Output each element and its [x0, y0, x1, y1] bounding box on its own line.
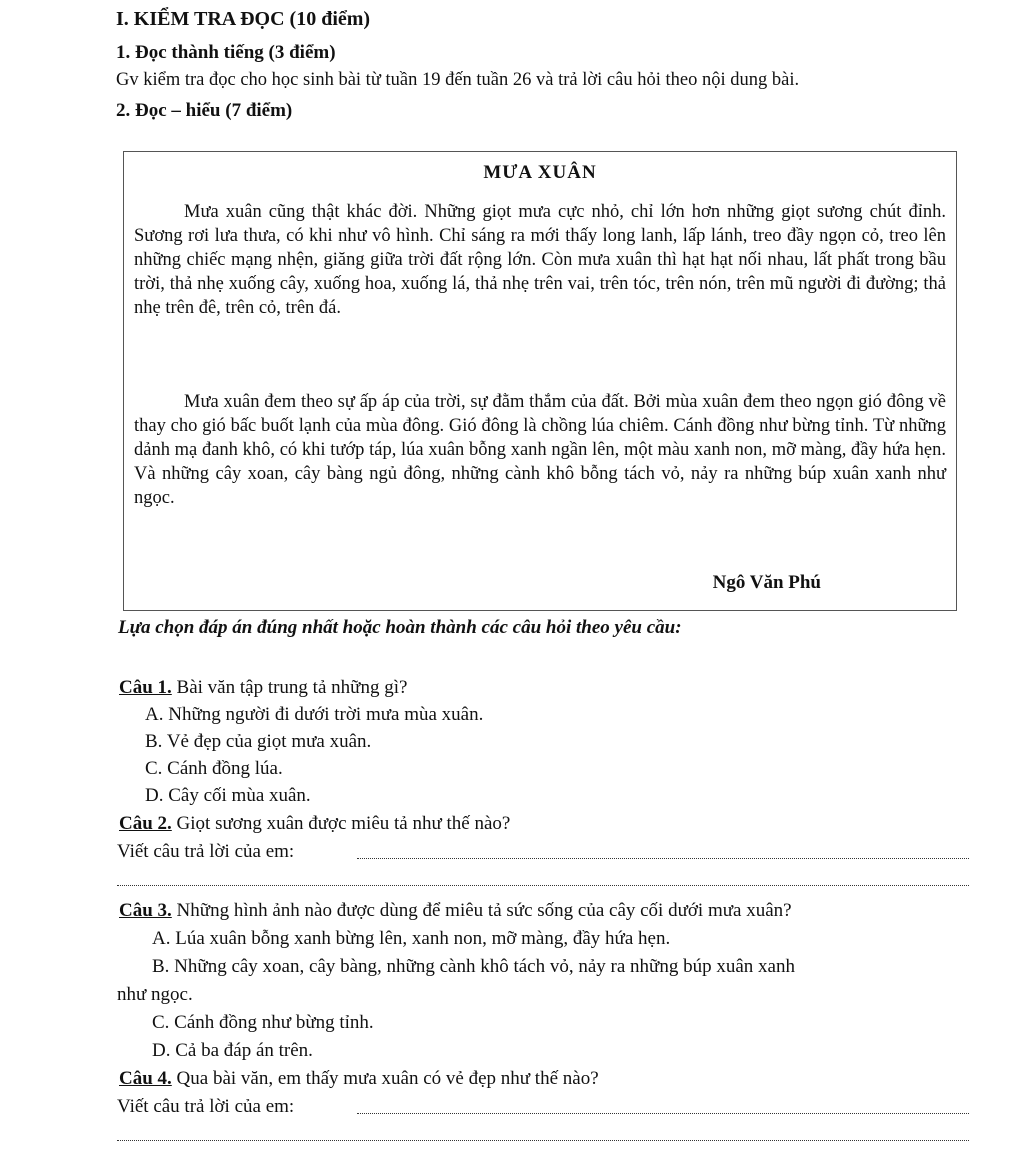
q1-option-c[interactable]: C. Cánh đồng lúa.	[145, 758, 283, 779]
question-3	[119, 900, 792, 922]
q2-answer-prompt: Viết câu trả lời của em:	[117, 841, 295, 862]
question-4-text: Qua bài văn, em thấy mưa xuân có vẻ đẹp như thế nào?	[171, 1068, 599, 1089]
question-3-text: Những hình ảnh nào được dùng để miêu tả sức sống của cây cối dưới mưa xuân?	[171, 900, 792, 921]
question-4	[119, 1068, 599, 1090]
q1-option-a[interactable]: A. Những người đi dưới trời mưa mùa xuân.	[145, 704, 484, 725]
q2-answer-line-1[interactable]	[357, 858, 969, 859]
question-2-text: Giọt sương xuân được miêu tả như thế nào?	[171, 813, 511, 834]
q2-answer-line-2[interactable]	[117, 885, 969, 886]
q4-answer-line-2[interactable]	[117, 1140, 969, 1141]
q4-answer-line-1[interactable]	[357, 1113, 969, 1114]
q3-option-d[interactable]: D. Cả ba đáp án trên.	[152, 1040, 313, 1061]
part2-title: 2. Đọc – hiểu (7 điểm)	[116, 100, 293, 121]
passage-title: MƯA XUÂN	[483, 162, 597, 183]
passage-paragraph-2: Mưa xuân đem theo sự ấp áp của trời, sự đằm thắm của đất. Bởi mùa xuân đem theo ngọn gió đông về thay cho gió bấc buốt lạnh của mùa đông. Gió đông là chồng lúa chiêm. Cánh đồng như bừng tỉnh. Từ những dảnh mạ đanh khô, có khi tướp táp, lúa xuân bỗng xanh ngần lên, một màu xanh non, mỡ màng, đầy hứa hẹn. Và những cây xoan, cây bàng ngủ đông, những cành khô bỗng tách vỏ, nảy ra những búp xuân xanh như ngọc.	[134, 392, 946, 508]
question-1-label: Câu 1.	[119, 677, 172, 698]
question-2-label: Câu 2.	[119, 813, 172, 834]
instruction: Lựa chọn đáp án đúng nhất hoặc hoàn thành các câu hỏi theo yêu cầu:	[118, 617, 682, 638]
q1-option-d[interactable]: D. Cây cối mùa xuân.	[145, 785, 311, 806]
part1-description: Gv kiểm tra đọc cho học sinh bài từ tuần 19 đến tuần 26 và trả lời câu hỏi theo nội dung bài.	[116, 70, 800, 90]
question-2	[119, 813, 510, 835]
q4-answer-prompt: Viết câu trả lời của em:	[117, 1096, 295, 1117]
question-3-label: Câu 3.	[119, 900, 172, 921]
q1-option-b[interactable]: B. Vẻ đẹp của giọt mưa xuân.	[145, 731, 372, 752]
q3-option-a[interactable]: A. Lúa xuân bỗng xanh bừng lên, xanh non, mỡ màng, đầy hứa hẹn.	[152, 928, 671, 949]
part1-title: 1. Đọc thành tiếng (3 điểm)	[116, 42, 336, 63]
q3-option-c[interactable]: C. Cánh đồng như bừng tỉnh.	[152, 1012, 374, 1033]
reading-passage-box	[123, 151, 957, 611]
question-1-text: Bài văn tập trung tả những gì?	[171, 677, 408, 698]
question-1	[119, 677, 407, 699]
q3-option-b[interactable]: B. Những cây xoan, cây bàng, những cành khô tách vỏ, nảy ra những búp xuân xanh	[152, 956, 795, 977]
passage-author: Ngô Văn Phú	[712, 572, 821, 593]
question-4-label: Câu 4.	[119, 1068, 172, 1089]
passage-paragraph-1: Mưa xuân cũng thật khác đời. Những giọt mưa cực nhỏ, chỉ lớn hơn những giọt sương chút đỉnh. Sương rơi lưa thưa, có khi như vô hình. Chỉ sáng ra mới thấy long lanh, lấp lánh, treo đầy ngọn cỏ, treo lên những chiếc mạng nhện, giăng giữa trời đất rộng lớn. Còn mưa xuân thì hạt hạt nối nhau, lất phất trong bầu trời, thả nhẹ xuống cây, xuống hoa, xuống lá, thả nhẹ trên vai, trên tóc, trên nón, trên mũ người đi đường; thả nhẹ trên đê, trên cỏ, trên đá.	[134, 202, 946, 318]
section-title: I. KIỂM TRA ĐỌC (10 điểm)	[116, 8, 371, 30]
q3-option-b-continued: như ngọc.	[117, 984, 193, 1005]
